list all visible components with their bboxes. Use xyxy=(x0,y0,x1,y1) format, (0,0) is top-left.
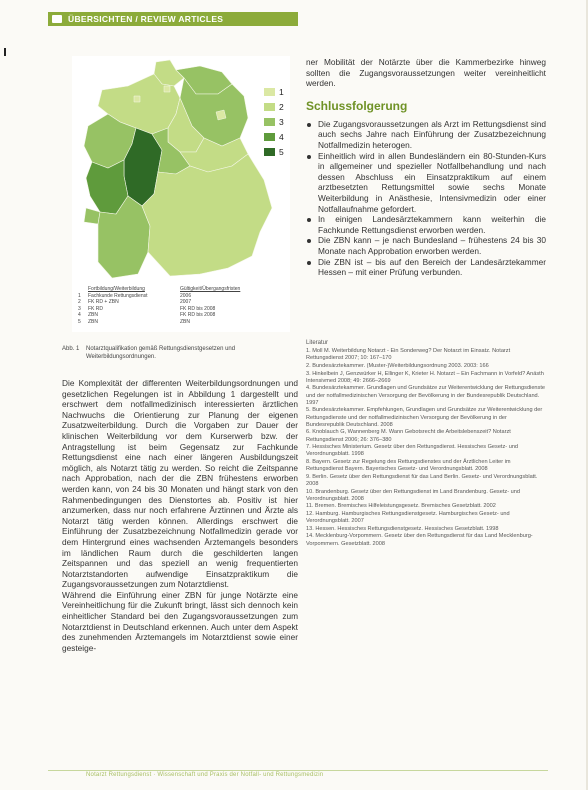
map-table-num: 5 xyxy=(78,318,81,325)
map-table-cell: ZBN xyxy=(88,312,98,318)
bullet-icon xyxy=(307,218,311,222)
legend-label: 1 xyxy=(279,86,284,97)
legend-item xyxy=(264,99,284,114)
reference-item: 6. Knoblauch G, Wannenberg M. Wann Gebotsrecht die Arbeitslebenszeit? Notarzt Rettungsdienst 2006; 26: 376–380 xyxy=(306,429,511,443)
reference-item: 5. Bundesärztekammer. Empfehlungen, Grundlagen und Grundsätze zur Weiterentwicklung der Rettungsdienste und der notfallmedizinischen Versorgung der Bevölkerung in der Bundesrepublik Deutschland. 2008 xyxy=(306,407,543,428)
reference-item: 1. Moll M. Weiterbildung Notarzt - Ein Sonderweg? Der Notarzt im Einsatz. Notarzt Rettungsdienst 2007; 10: 167–170 xyxy=(306,348,511,362)
reference-item: 9. Berlin. Gesetz über den Rettungsdienst für das Land Berlin. Gesetz- und Verordnungsblatt. 2008 xyxy=(306,473,538,487)
map-table-cell: FK RD + ZBN xyxy=(88,299,119,305)
footer-text: Notarzt Rettungsdienst · Wissenschaft und Praxis der Notfall- und Rettungsmedizin xyxy=(86,772,324,778)
reference-item: 7. Hessisches Ministerium. Gesetz über den Rettungsdienst. Hessisches Gesetz- und Verordnungsblatt. 1998 xyxy=(306,444,519,458)
region-hamburg xyxy=(164,86,170,92)
list-item xyxy=(306,119,546,151)
list-item xyxy=(306,257,546,278)
bullet-icon xyxy=(307,239,311,243)
region-bavaria xyxy=(142,154,272,276)
reference-item: 12. Hamburg. Hamburgisches Rettungsdienstgesetz. Hamburgisches Gesetz- und Verordnungsblatt. 2007 xyxy=(306,510,510,525)
map-table-header-2: Gültigkeit/Übergangsfristen xyxy=(180,286,241,292)
map-table-row xyxy=(78,319,278,326)
figure-caption xyxy=(62,345,298,361)
map-legend xyxy=(264,84,284,159)
map-table-cell: 2006 xyxy=(180,292,192,299)
region-saarland xyxy=(84,208,100,224)
reference-item: 10. Brandenburg. Gesetz über den Rettungsdienst im Land Brandenburg. Gesetz- und Verordnungsblatt. 2008 xyxy=(306,488,520,502)
right-column xyxy=(306,57,546,278)
map-table-cell: Fachkunde Rettungsdienst xyxy=(88,292,148,299)
map-table-cell: ZBN xyxy=(88,318,98,325)
legend-label: 2 xyxy=(279,101,284,112)
legend-swatch xyxy=(264,88,275,96)
references xyxy=(306,340,546,548)
map-table-cell: 2007 xyxy=(180,299,192,305)
legend-label: 5 xyxy=(279,146,284,157)
legend-item xyxy=(264,129,284,144)
conclusion-list xyxy=(306,119,546,278)
list-item-text: Einheitlich wird in allen Bundesländern ein 80-Stunden-Kurs in allgemeiner und spezieller Notfallbehandlung und nach dessen Abschluss ein Einsatzpraktikum auf einem arztbesetzten Rettungsmittel sowie sechs Monate Weiterbildung in Anästhesie, Intensivmedizin oder einer Notfallaufnahme gefordert. xyxy=(318,150,546,214)
map-table-num: 4 xyxy=(78,312,81,318)
reference-item: 13. Hessen. Hessisches Rettungsdienstgesetz. Hessisches Gesetzblatt. 1998 xyxy=(306,525,499,532)
caption-text: Notarztqualifikation gemäß Rettungsdienstgesetzen und Weiterbildungsordnungen. xyxy=(86,346,236,360)
paragraph: Während die Einführung einer ZBN für junge Notärzte eine Vereinheitlichung für die Zukunft bringt, lässt sich dennoch kein einheitlicher Standard bei den Zugangsvoraussetzungen zum Notarztdienst in Deutschland erkennen. Auch unter dem Aspekt des zunehmenden Ärztemangels im Notarztdienst sowie einer gesteige- xyxy=(62,589,298,653)
left-column-text xyxy=(62,378,298,653)
region-bremen xyxy=(134,96,140,102)
legend-swatch xyxy=(264,118,275,126)
list-item xyxy=(306,214,546,235)
legend-label: 3 xyxy=(279,116,284,127)
legend-swatch xyxy=(264,148,275,156)
map-table-header-1: Fortbildung/Weiterbildung xyxy=(88,286,145,292)
list-item xyxy=(306,235,546,256)
margin-mark xyxy=(4,48,6,56)
legend-swatch xyxy=(264,103,275,111)
legend-item xyxy=(264,84,284,99)
germany-map xyxy=(72,56,290,286)
map-table-num: 1 xyxy=(78,292,81,299)
section-header xyxy=(48,12,298,26)
reference-item: 4. Bundesärztekammer. Grundlagen und Grundsätze zur Weiterentwicklung der Rettungsdienste und der notfallmedizinischen Versorgung der Bevölkerung in der Bundesrepublik Deutschland. 1997 xyxy=(306,385,546,406)
bullet-icon xyxy=(307,155,311,159)
map-table xyxy=(78,286,278,325)
map-table-cell: ZBN xyxy=(180,318,190,325)
legend-item xyxy=(264,114,284,129)
reference-item: 8. Bayern. Gesetz zur Regelung des Rettungsdienstes und der Ärztlichen Leiter im Rettungsdienst Bayern. Bayerisches Gesetz- und Verordnungsblatt. 2008 xyxy=(306,458,511,473)
bullet-icon xyxy=(307,261,311,265)
reference-item: 14. Mecklenburg-Vorpommern. Gesetz über den Rettungsdienst für das Land Mecklenburg-Vorpommern. Gesetzblatt. 2008 xyxy=(306,533,533,547)
map-table-cell: FK RD xyxy=(88,305,103,312)
section-heading: Schlussfolgerung xyxy=(306,98,408,113)
legend-label: 4 xyxy=(279,131,284,142)
footer-rule xyxy=(48,770,548,771)
reference-item: 11. Bremen. Bremisches Hilfeleistungsgesetz. Bremisches Gesetzblatt. 2002 xyxy=(306,503,496,510)
map-table-num: 2 xyxy=(78,299,81,305)
caption-label: Abb. 1 xyxy=(62,346,80,352)
document-icon xyxy=(52,15,62,23)
paragraph: ner Mobilität der Notärzte über die Kammerbezirke hinweg sollten die Zugangsvoraussetzungen weiter vereinheitlicht werden. xyxy=(306,57,546,89)
reference-item: 2. Bundesärztekammer. (Muster-)Weiterbildungsordnung 2003. 2003: 166 xyxy=(306,363,489,369)
list-item-text: In einigen Landesärztekammern kann weiterhin die Fachkunde Rettungsdienst erworben werden. xyxy=(318,214,546,235)
legend-item xyxy=(264,144,284,159)
paragraph: Die Komplexität der differenten Weiterbildungsordnungen und gesetzlichen Regelungen ist in Abbildung 1 dargestellt und erschwert dem notfallmedizinisch interessierten ärztlichen Nachwuchs die Orientierung zur Planung der eigenen Zusatzweiterbildung. Durch die Vorgaben zur Dauer der klinischen Weiterbildung vor dem Kurserwerb bzw. der Antragstellung ist beim Gegensatz zur Fachkunde Rettungsdienst eine nach einer längeren Ausbildungszeit möglich, als Notarzt tätig zu werden. So reicht die Zeitspanne nach Approbation, nach der die ZBN frühestens erworben werden kann, von 24 bis 30 Monaten und hängt stark von den Rahmenbedingungen des Dienstortes ab. Positiv ist hier anzumerken, dass nur noch erfahrene Ärztinnen und Ärzte als Notarzt tätig werden können. Allerdings erschwert die Einführung der Zusatzbezeichnung Notfallmedizin gerade vor dem Hintergrund eines wachsenden Ärztemangels besonders im ländlichen Raum durch die geschilderten langen Zeitspannen und das speziell an wenig frequentierten Notarztstandorten aufwendige Einsatzpraktikum die Zugangsvoraussetzungen zum Notarztdienst. xyxy=(62,378,298,590)
map-table-num: 3 xyxy=(78,305,81,312)
list-item xyxy=(306,151,546,215)
list-item-text: Die Zugangsvoraussetzungen als Arzt im Rettungsdienst sind auch sechs Jahre nach Einführung der Zusatzbezeichnung Notfallmedizin heterogen. xyxy=(318,118,546,150)
references-title: Literatur xyxy=(306,340,329,346)
section-title: ÜBERSICHTEN / REVIEW ARTICLES xyxy=(68,14,224,24)
list-item-text: Die ZBN ist – bis auf den Bereich der Landesärztekammer Hessen – mit einer Prüfung verbunden. xyxy=(318,256,546,278)
legend-swatch xyxy=(264,133,275,141)
map-table-cell: FK RD bis 2008 xyxy=(180,312,216,318)
bullet-icon xyxy=(307,123,311,127)
region-berlin xyxy=(216,110,226,120)
map-table-cell: FK RD bis 2008 xyxy=(180,305,216,312)
germany-map-figure xyxy=(72,56,290,332)
reference-item: 3. Hinkelbein J, Genzwürker H, Ellinger K, Krieter H. Notarzt – Ein Fachmann in Vorfeld? Anästh Intensivmed 2008; 49: 2666–2669 xyxy=(306,370,544,384)
list-item-text: Die ZBN kann – je nach Bundesland – frühestens 24 bis 30 Monate nach Approbation erworben werden. xyxy=(318,235,546,256)
